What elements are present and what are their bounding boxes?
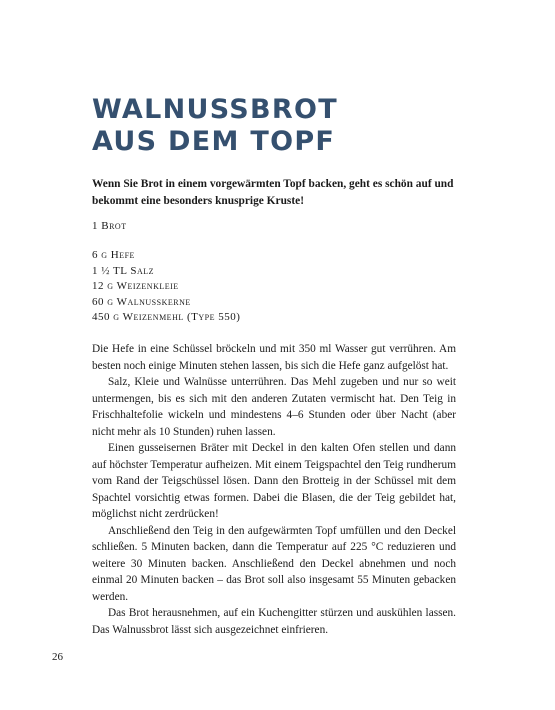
recipe-yield: 1 Brot: [92, 220, 127, 232]
ingredient-item: 6 g Hefe: [92, 249, 135, 261]
ingredient-item: 60 g Walnusskerne: [92, 295, 191, 308]
method-paragraph: Salz, Kleie und Walnüsse unterrühren. Das Mehl zugeben und nur so weit untermengen, bis es sich mit den anderen Zutaten vermischt hat. Den Teig in Frischhaltefolie wickeln und mindestens 4–6 Stunden oder über Nacht (aber nicht mehr als 10 Stunden) ruhen lassen.: [92, 376, 456, 438]
ingredient-item: 12 g Weizenkleie: [92, 280, 179, 292]
recipe-method: [92, 341, 456, 638]
page-number: 26: [52, 651, 63, 663]
recipe-title-line-1: WALNUSSBROT: [92, 94, 338, 125]
method-paragraph: Das Brot herausnehmen, auf ein Kuchengitter stürzen und auskühlen lassen. Das Walnussbrot lässt sich ausgezeichnet einfrieren.: [92, 607, 456, 636]
method-paragraph: Einen gusseisernen Bräter mit Deckel in den kalten Ofen stellen und dann auf höchster Temperatur aufheizen. Mit einem Teigspachtel den Teig rundherum vom Rand der Teigschüssel lösen. Dann den Brotteig in der Schüssel mit dem Spachtel vorsichtig etwas formen. Dabei die Blasen, die der Teig gebildet hat, möglichst nicht zerdrücken!: [92, 442, 456, 520]
ingredient-item: 1 ½ TL Salz: [92, 264, 154, 277]
method-paragraph: Die Hefe in eine Schüssel bröckeln und mit 350 ml Wasser gut verrühren. Am besten noch einige Minuten stehen lassen, bis sich die Hefe ganz aufgelöst hat.: [92, 343, 456, 372]
ingredient-item: 450 g Weizenmehl (Type 550): [92, 311, 241, 323]
recipe-title: [92, 94, 338, 158]
recipe-title-line-2: AUS DEM TOPF: [92, 126, 336, 157]
method-paragraph: Anschließend den Teig in den aufgewärmten Topf umfüllen und den Deckel schließen. 5 Minuten backen, dann die Temperatur auf 225 °C reduzieren und weitere 30 Minuten backen. Anschließend den Deckel abnehmen und noch einmal 20 Minuten backen – das Brot soll also insgesamt 55 Minuten gebacken werden.: [92, 524, 456, 603]
recipe-intro: Wenn Sie Brot in einem vorgewärmten Topf backen, geht es schön auf und bekommt eine besonders knusprige Kruste!: [92, 178, 454, 207]
ingredient-list: [92, 248, 240, 326]
